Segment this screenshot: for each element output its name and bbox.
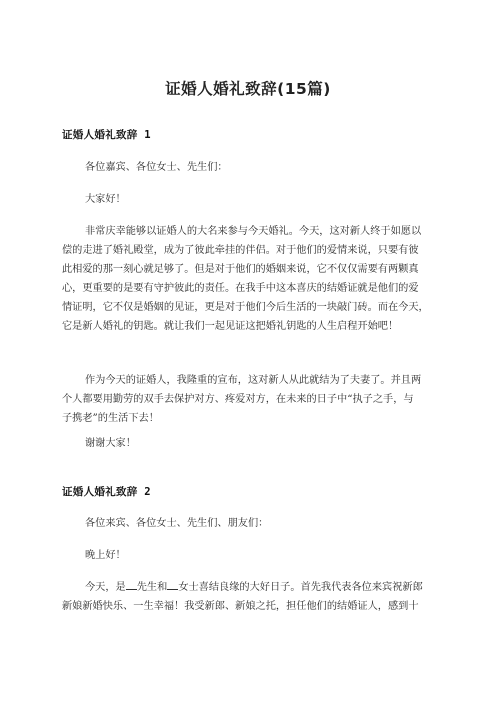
- fill-in-blank: [167, 580, 178, 590]
- text-line: 非常庆幸能够以证婚人的大名来参与今天婚礼。今天，这对新人终于如愿以: [85, 226, 422, 237]
- text-line: 各位嘉宾、各位女士、先生们：: [85, 162, 228, 173]
- text-segment: 今天，是: [85, 582, 126, 593]
- text-line: 心，更重要的是要有守护彼此的责任。在我手中这本喜庆的结婚证就是他们的爱: [62, 283, 419, 294]
- text-line: 谢谢大家！: [85, 438, 136, 449]
- text-line: 作为今天的证婚人，我隆重的宣布，这对新人从此就结为了夫妻了。并且两: [85, 375, 422, 386]
- text-line: [62, 578, 432, 597]
- text-line: 情证明，它不仅是婚姻的见证，更是对于他们今后生活的一块敲门砖。而在今天，: [62, 302, 429, 313]
- paragraph: [62, 546, 432, 565]
- paragraph: [62, 514, 432, 533]
- text-line: 大家好！: [85, 194, 126, 205]
- text-line: 子携老”的生活下去！: [62, 413, 159, 424]
- text-line: 个人都要用勤劳的双手去保护对方、疼爱对方，在未来的日子中“执子之手，与: [62, 394, 414, 405]
- text-segment: 先生和: [136, 582, 168, 593]
- paragraph: [62, 434, 432, 453]
- text-line: 它是新人婚礼的钥匙。就让我们一起见证这把婚礼钥匙的人生启程开始吧！: [62, 321, 399, 332]
- text-line: 晚上好！: [85, 550, 126, 561]
- paragraph: [62, 158, 432, 177]
- text-segment: 女士喜结良缘的大好日子。首先我代表各位来宾祝新郎: [178, 582, 423, 593]
- paragraph: [62, 190, 432, 209]
- text-line: 偿的走进了婚礼殿堂，成为了彼此牵挂的伴侣。对于他们的爱情来说，只要有彼: [62, 245, 419, 256]
- paragraph: [62, 222, 432, 336]
- section-heading-2: 证婚人婚礼致辞 2: [62, 486, 151, 498]
- section-heading-1: 证婚人婚礼致辞 1: [62, 129, 151, 141]
- page-title: 证婚人婚礼致辞(15篇): [165, 80, 331, 98]
- text-line: 此相爱的那一刻心就足够了。但是对于他们的婚姻来说，它不仅仅需要有两颗真: [62, 264, 419, 275]
- fill-in-blank: [126, 580, 137, 590]
- paragraph: [62, 371, 432, 428]
- text-line: 各位来宾、各位女士、先生们、朋友们：: [85, 518, 269, 529]
- paragraph: [62, 578, 432, 616]
- text-line: 新娘新婚快乐、一生幸福！我受新郎、新娘之托，担任他们的结婚证人，感到十: [62, 601, 419, 612]
